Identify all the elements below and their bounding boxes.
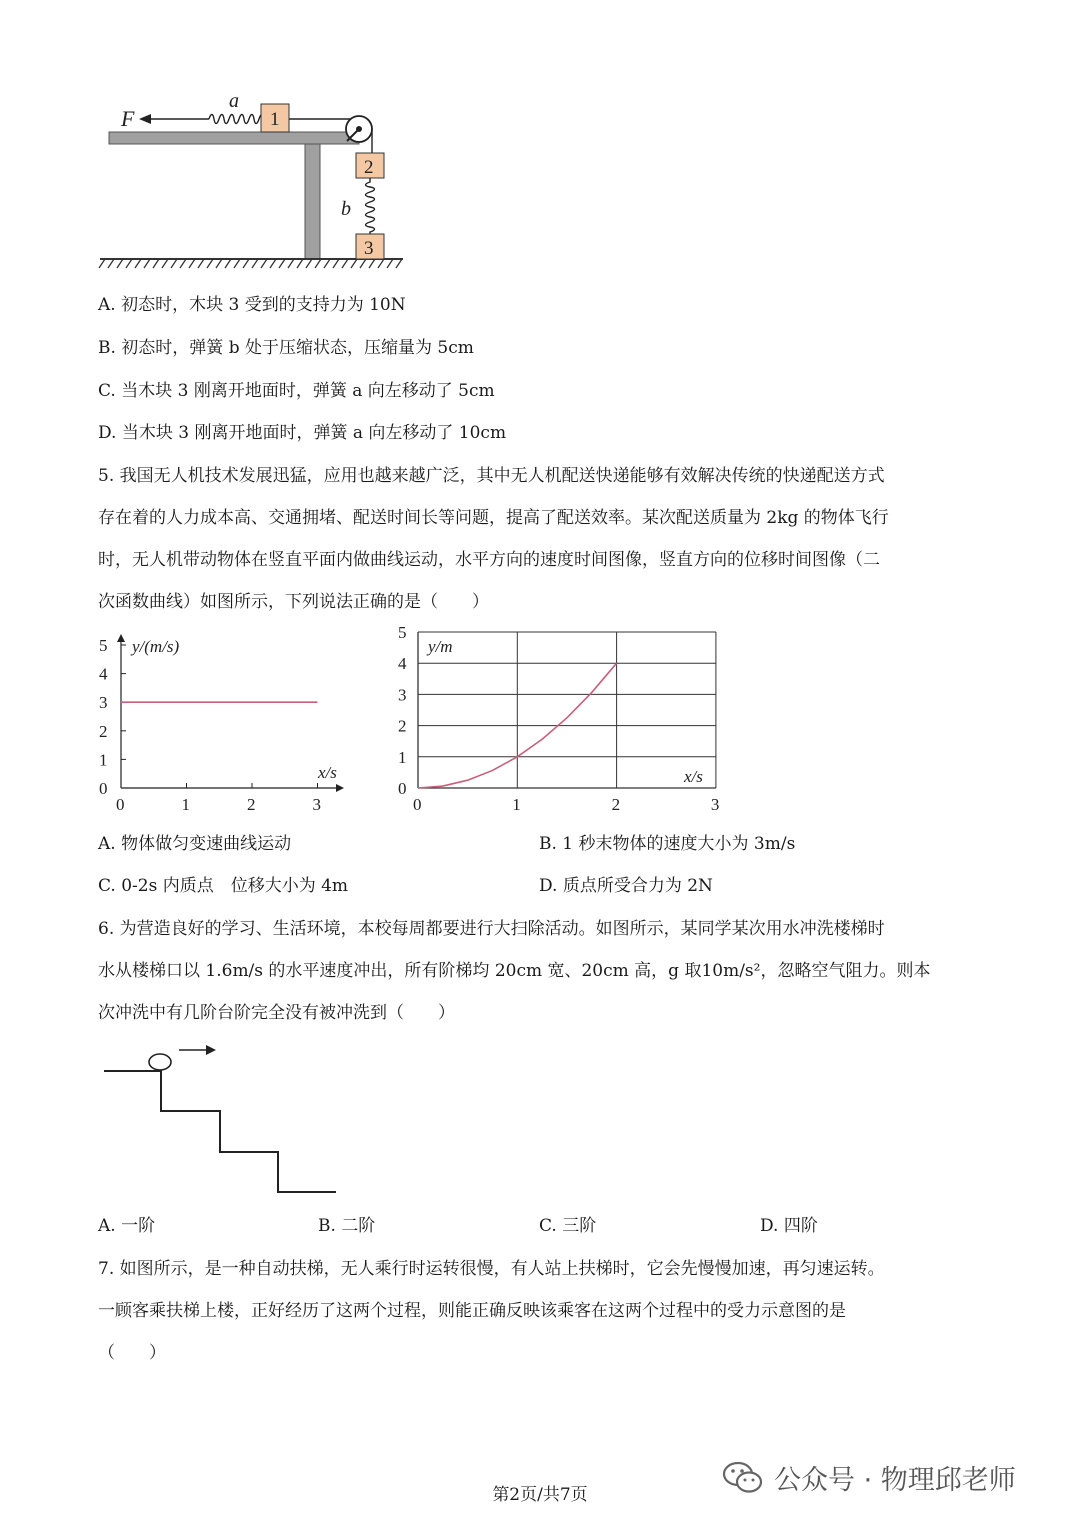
chart1-x-tick-label: 1 (181, 795, 190, 814)
q4-option-d: D. 当木块 3 刚离开地面时，弹簧 a 向左移动了 10cm (98, 423, 507, 443)
chart2-ylabel: y/m (428, 637, 453, 656)
spring-b-label: b (341, 198, 351, 220)
spring-b (366, 178, 375, 236)
block-3-label: 3 (364, 238, 374, 259)
chart1-xlabel: x/s (318, 763, 337, 782)
staircase-figure (100, 1040, 350, 1200)
chart2-y-tick-label: 4 (398, 654, 407, 674)
force-label: F (121, 106, 135, 131)
chart1-ylabel: y/(m/s) (132, 637, 180, 656)
chart1-y-tick-label: 3 (99, 693, 108, 713)
chart2-y-tick-label: 3 (398, 685, 407, 705)
q6-line-1: 6. 为营造良好的学习、生活环境，本校每周都要进行大扫除活动。如图所示，某同学某次用水冲洗楼梯时 (98, 919, 885, 939)
q5-line-3: 时，无人机带动物体在竖直平面内做曲线运动，水平方向的速度时间图像，竖直方向的位移时间图像（二 (98, 550, 880, 570)
spring-a (209, 115, 264, 124)
spring-block-figure (95, 85, 415, 275)
q6-option-c: C. 三阶 (539, 1216, 597, 1236)
chart1-y-tick-label: 5 (99, 636, 108, 655)
chart1-y-tick-label: 2 (99, 721, 108, 741)
q7-line-2: 一顾客乘扶梯上楼，正好经历了这两个过程，则能正确反映该乘客在这两个过程中的受力示意图的是 (98, 1301, 846, 1321)
chart2-xlabel: x/s (684, 767, 703, 786)
q7-line-1: 7. 如图所示，是一种自动扶梯，无人乘行时运转很慢，有人站上扶梯时，它会先慢慢加速，再匀速运转。 (98, 1259, 885, 1279)
staircase-steps (104, 1071, 336, 1192)
page-number: 第2页/共7页 (492, 1485, 588, 1505)
q6-option-b: B. 二阶 (318, 1216, 376, 1236)
block-2-label: 2 (364, 157, 374, 178)
chart2-x-tick-label: 3 (710, 795, 720, 814)
chart2-x-tick-label: 1 (512, 795, 521, 814)
table-top (109, 132, 359, 144)
q5-option-d: D. 质点所受合力为 2N (539, 876, 713, 896)
block-1-label: 1 (270, 109, 280, 130)
table-leg (305, 144, 320, 259)
chart2-y-tick-label: 2 (398, 716, 407, 736)
q6-line-2: 水从楼梯口以 1.6m/s 的水平速度冲出，所有阶梯均 20cm 宽、20cm 高，g 取10m/s²，忽略空气阻力。则本 (98, 961, 931, 981)
q5-line-1: 5. 我国无人机技术发展迅猛，应用也越来越广泛，其中无人机配送快递能够有效解决传统的快递配送方式 (98, 466, 885, 486)
chart2-x-tick-label: 0 (413, 795, 422, 814)
q5-option-c: C. 0-2s 内质点 位移大小为 4m (98, 876, 349, 896)
q5-line-4: 次函数曲线）如图所示，下列说法正确的是（ ） (98, 592, 489, 612)
chart2-x-tick-label: 2 (611, 795, 621, 814)
q7-line-3: （ ） (98, 1343, 166, 1363)
q5-option-a: A. 物体做匀变速曲线运动 (98, 834, 292, 854)
chart1-y-tick-label: 0 (99, 779, 108, 798)
force-arrowhead (139, 114, 151, 124)
chart2-y-tick-label: 0 (398, 779, 407, 798)
velocity-time-chart (90, 628, 350, 823)
chart2-y-tick-label: 5 (398, 623, 407, 642)
chart1-x-tick-label: 3 (312, 795, 321, 814)
chart2-y-tick-label: 1 (398, 747, 407, 767)
chart1-y-tick-label: 1 (99, 750, 108, 770)
q4-option-a: A. 初态时，木块 3 受到的支持力为 10N (98, 295, 406, 315)
q5-option-b: B. 1 秒末物体的速度大小为 3m/s (539, 834, 796, 854)
chart1-x-tick-label: 2 (247, 795, 256, 814)
q6-option-a: A. 一阶 (98, 1216, 156, 1236)
watermark-text: 公众号 · 物理邱老师 (774, 1465, 1016, 1496)
q4-option-c: C. 当木块 3 刚离开地面时，弹簧 a 向左移动了 5cm (98, 381, 495, 401)
spring-a-label: a (229, 90, 239, 112)
chart1-y-tick-label: 4 (99, 664, 108, 684)
chart1-x-arrow (336, 784, 344, 792)
q6-line-3: 次冲洗中有几阶台阶完全没有被冲洗到（ ） (98, 1003, 455, 1023)
chart1-x-tick-label: 0 (116, 795, 125, 814)
q4-option-b: B. 初态时，弹簧 b 处于压缩状态，压缩量为 5cm (98, 338, 474, 358)
water-outlet (149, 1054, 171, 1070)
chart1-y-arrow (117, 634, 125, 642)
displacement-time-chart (388, 622, 728, 822)
q5-line-2: 存在着的人力成本高、交通拥堵、配送时间长等问题，提高了配送效率。某次配送质量为 2kg 的物体飞行 (98, 508, 889, 528)
watermark (722, 1458, 1016, 1497)
q6-option-d: D. 四阶 (760, 1216, 818, 1236)
velocity-arrowhead (206, 1045, 216, 1055)
wechat-icon (722, 1460, 764, 1496)
